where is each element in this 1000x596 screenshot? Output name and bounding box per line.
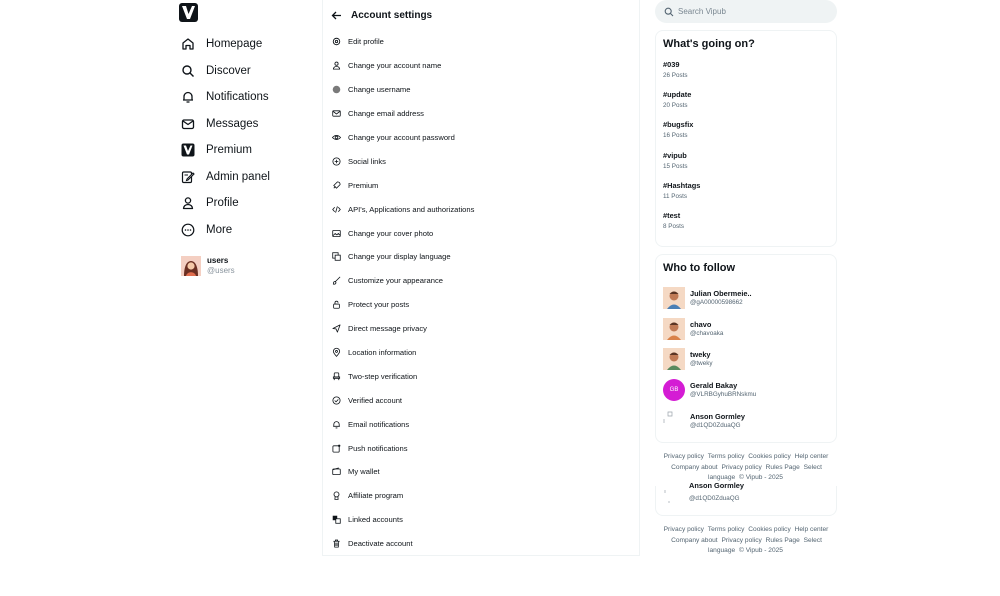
lock-icon <box>331 300 341 310</box>
language-icon <box>331 252 341 262</box>
who-to-follow-card <box>655 254 837 443</box>
trend-count: 15 Posts <box>663 162 688 170</box>
nav-label: Admin panel <box>206 170 270 183</box>
settings-item-affiliate[interactable] <box>331 484 639 508</box>
settings-label: Change your display language <box>348 252 451 262</box>
settings-item-edit-profile[interactable] <box>331 30 639 54</box>
follow-handle: @tweky <box>690 360 713 368</box>
settings-item-wallet[interactable] <box>331 460 639 484</box>
settings-item-email[interactable] <box>331 102 639 126</box>
settings-label: Two-step verification <box>348 371 418 381</box>
settings-label: API's, Applications and authorizations <box>348 204 475 214</box>
settings-label: Affiliate program <box>348 491 404 501</box>
link-icon <box>331 515 341 525</box>
footer-link-privacy[interactable]: Privacy policy <box>663 453 704 460</box>
settings-list <box>323 30 639 556</box>
user-name: users <box>207 256 229 265</box>
home-icon <box>180 36 196 52</box>
account-settings-panel <box>322 0 640 556</box>
current-user[interactable] <box>181 256 235 276</box>
avatar <box>181 256 201 276</box>
follow-handle: @d1QD0ZduaQG <box>689 495 740 502</box>
settings-label: Change your cover photo <box>348 228 434 238</box>
follow-name: Julian Obermeie.. <box>690 289 752 299</box>
settings-item-verified[interactable] <box>331 388 639 412</box>
nav-label: Notifications <box>206 91 269 104</box>
trends-card <box>655 30 837 247</box>
settings-label: Push notifications <box>348 443 408 453</box>
nav-item-premium[interactable] <box>180 137 270 164</box>
award-icon <box>331 491 341 501</box>
settings-label: Protect your posts <box>348 300 410 310</box>
settings-label: Deactivate account <box>348 539 413 549</box>
follow-handle: @d1QD0ZduaQG <box>690 421 741 429</box>
settings-label: Email notifications <box>348 419 410 429</box>
nav-label: Discover <box>206 64 251 77</box>
brush-icon <box>331 276 341 286</box>
send-icon <box>331 324 341 334</box>
trend-count: 20 Posts <box>663 102 688 110</box>
settings-item-email-notifications[interactable] <box>331 412 639 436</box>
footer-links-duplicate <box>658 525 834 557</box>
trend-count: 26 Posts <box>663 72 688 79</box>
settings-label: My wallet <box>348 467 380 477</box>
settings-item-password[interactable] <box>331 126 639 150</box>
follow-handle: @gA00000598662 <box>690 299 743 307</box>
page-title: Account settings <box>351 9 433 21</box>
nav-item-discover[interactable] <box>180 58 270 85</box>
follow-handle: @chavoaka <box>690 329 724 337</box>
footer-link-company[interactable]: Company about <box>671 536 718 544</box>
nav-item-admin-panel[interactable] <box>180 164 270 191</box>
settings-label: Linked accounts <box>348 515 403 525</box>
settings-label: Edit profile <box>348 37 384 47</box>
settings-item-location[interactable] <box>331 341 639 365</box>
trash-icon <box>331 539 341 549</box>
nav-item-profile[interactable] <box>180 190 270 217</box>
footer-link-language[interactable]: Select language <box>708 463 822 481</box>
follow-name: Anson Gormley <box>690 411 746 421</box>
pin-icon <box>331 348 341 358</box>
settings-item-protect-posts[interactable] <box>331 293 639 317</box>
sidebar-nav <box>180 31 270 243</box>
settings-item-deactivate[interactable] <box>331 532 639 556</box>
settings-item-appearance[interactable] <box>331 269 639 293</box>
mail-icon <box>331 109 341 119</box>
nav-label: Messages <box>206 117 259 130</box>
follow-name: tweky <box>690 350 711 360</box>
footer-link-privacy-2[interactable]: Privacy policy <box>721 463 762 471</box>
chair-icon <box>331 371 341 381</box>
footer-link-language[interactable]: Select language <box>708 536 822 554</box>
trend-item[interactable] <box>663 120 829 150</box>
search-icon <box>180 63 196 79</box>
follow-name: chavo <box>690 319 712 329</box>
broken-image-icon <box>664 488 670 508</box>
trend-item[interactable] <box>663 181 829 211</box>
settings-item-cover-photo[interactable] <box>331 221 639 245</box>
follow-item[interactable] <box>663 405 829 436</box>
person-icon <box>331 61 341 71</box>
broken-image-icon <box>663 410 685 432</box>
trend-item[interactable] <box>663 151 829 181</box>
check-circle-icon <box>331 395 341 405</box>
bell-icon <box>331 419 341 429</box>
nav-label: More <box>206 223 233 236</box>
user-handle: @users <box>207 266 235 275</box>
nav-item-messages[interactable] <box>180 111 270 138</box>
settings-item-linked-accounts[interactable] <box>331 508 639 532</box>
settings-label: Change your account password <box>348 133 455 142</box>
settings-label: Social links <box>348 156 386 166</box>
mail-icon <box>180 116 196 132</box>
footer-link-help[interactable]: Help center <box>794 453 829 460</box>
settings-item-account-name[interactable] <box>331 54 639 78</box>
footer-link-privacy-2[interactable]: Privacy policy <box>721 536 762 544</box>
footer-link-privacy[interactable]: Privacy policy <box>663 526 704 533</box>
nav-label: Profile <box>206 197 239 210</box>
footer-copyright: © Vipub - 2025 <box>739 547 783 554</box>
site-logo[interactable] <box>179 3 198 22</box>
settings-label: Location information <box>348 348 417 358</box>
code-icon <box>331 204 341 214</box>
v-logo-icon <box>180 142 196 158</box>
trend-tag: #bugsfix <box>663 120 694 130</box>
nav-label: Homepage <box>206 38 263 51</box>
settings-item-push-notifications[interactable] <box>331 436 639 460</box>
settings-item-social-links[interactable] <box>331 149 639 173</box>
trend-item[interactable] <box>663 211 829 241</box>
footer-link-company[interactable]: Company about <box>671 463 718 471</box>
follow-title: Who to follow <box>663 262 736 274</box>
trend-item[interactable] <box>663 90 829 120</box>
push-icon <box>331 443 341 453</box>
search-bar[interactable] <box>655 0 837 23</box>
settings-item-dm-privacy[interactable] <box>331 317 639 341</box>
settings-label: Change username <box>348 85 411 95</box>
settings-label: Customize your appearance <box>348 276 443 286</box>
footer-link-rules[interactable]: Rules Page <box>765 536 800 544</box>
nav-item-homepage[interactable] <box>180 31 270 58</box>
wallet-icon <box>331 467 341 477</box>
footer-links <box>658 452 834 484</box>
trend-count: 11 Posts <box>663 192 688 200</box>
settings-label: Direct message privacy <box>348 324 427 334</box>
footer-link-rules[interactable]: Rules Page <box>765 463 800 471</box>
panel-header <box>323 0 639 30</box>
avatar <box>663 348 685 370</box>
back-arrow-icon[interactable] <box>331 9 343 21</box>
edit-icon <box>180 169 196 185</box>
settings-label: Verified account <box>348 395 403 405</box>
rocket-icon <box>331 180 341 190</box>
trend-tag: #test <box>663 210 681 220</box>
trend-tag: #vipub <box>663 150 687 160</box>
trend-item[interactable] <box>663 60 829 90</box>
follow-item[interactable] <box>663 283 829 314</box>
settings-item-premium[interactable] <box>331 173 639 197</box>
trends-title: What's going on? <box>663 38 755 50</box>
bell-icon <box>180 89 196 105</box>
settings-item-two-step[interactable] <box>331 364 639 388</box>
v-logo-icon <box>179 3 198 22</box>
gear-icon <box>331 37 341 47</box>
search-icon <box>664 7 674 17</box>
trend-tag: #update <box>663 90 692 100</box>
follow-item[interactable] <box>663 375 829 406</box>
footer-link-terms[interactable]: Terms policy <box>707 453 745 460</box>
settings-label: Change email address <box>348 109 424 119</box>
follow-item-duplicate <box>655 481 837 516</box>
nav-item-notifications[interactable] <box>180 84 270 111</box>
avatar <box>663 318 685 340</box>
follow-item[interactable] <box>663 344 829 375</box>
follow-name: Gerald Bakay <box>690 381 738 391</box>
eye-icon <box>331 133 341 143</box>
nav-label: Premium <box>206 144 253 157</box>
trend-tag: #039 <box>663 60 680 69</box>
search-input[interactable] <box>678 7 818 16</box>
settings-label: Premium <box>348 180 379 190</box>
share-icon <box>331 156 341 166</box>
image-icon <box>331 228 341 238</box>
settings-item-language[interactable] <box>331 245 639 269</box>
footer-link-help[interactable]: Help center <box>794 526 829 533</box>
footer-link-terms[interactable]: Terms policy <box>707 526 745 533</box>
trend-count: 8 Posts <box>663 222 684 230</box>
follow-handle: @VLRBGyhuBRNskmu <box>690 391 757 399</box>
avatar <box>663 287 685 309</box>
settings-label: Change your account name <box>348 61 442 71</box>
settings-item-username[interactable] <box>331 78 639 102</box>
person-icon <box>180 195 196 211</box>
more-icon <box>180 222 196 238</box>
avatar: GB <box>663 379 685 401</box>
nav-item-more[interactable] <box>180 217 270 244</box>
follow-name-partial: Anson Gormley <box>689 481 745 490</box>
trend-tag: #Hashtags <box>663 180 701 190</box>
globe-icon <box>331 85 341 95</box>
trend-count: 16 Posts <box>663 132 688 140</box>
footer-link-cookies[interactable]: Cookies policy <box>748 453 791 460</box>
footer-copyright: © Vipub - 2025 <box>739 474 783 481</box>
settings-item-api[interactable] <box>331 197 639 221</box>
follow-item[interactable] <box>663 314 829 345</box>
footer-link-cookies[interactable]: Cookies policy <box>748 526 791 533</box>
